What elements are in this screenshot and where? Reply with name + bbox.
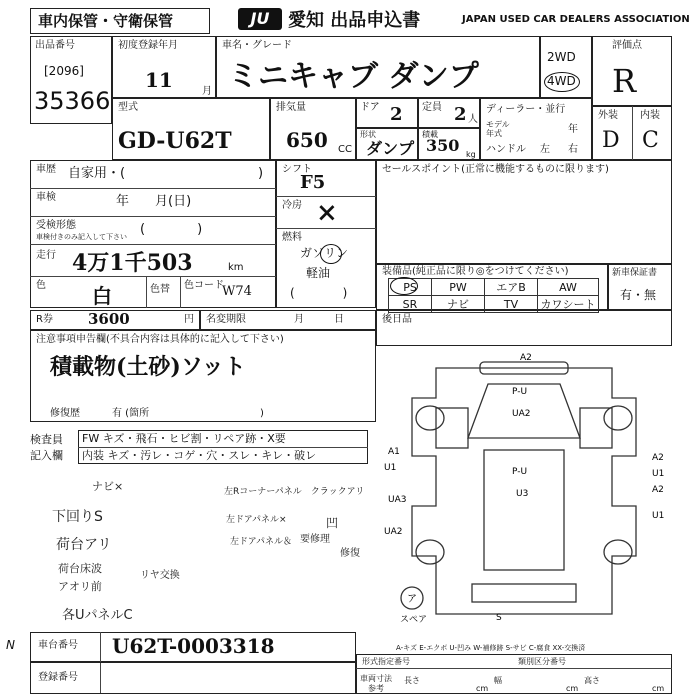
check-row-2: 内装 キズ・汚レ・コゲ・穴・スレ・キレ・破レ — [82, 449, 317, 462]
remark-corner: 左Rコーナーパネル クラックアリ — [224, 487, 365, 497]
dealer-label: ディーラー・並行 — [486, 104, 566, 115]
recv-label: 受検形態 — [36, 220, 76, 231]
notice-text: 積載物(土砂)ソット — [50, 354, 246, 380]
history-close: ) — [258, 166, 264, 181]
lot-label: 出品番号 — [35, 40, 75, 51]
equipment-airbag: エアB — [485, 279, 538, 296]
remark-panels: 各UパネルC — [62, 608, 133, 623]
spare-mark: ア — [407, 594, 417, 605]
shape-code-label: 形式指定番号 — [362, 657, 410, 666]
drive-2wd: 2WD — [547, 50, 576, 64]
color-divider-1 — [146, 276, 147, 308]
remark-door-1: 左ドアパネル× — [226, 515, 287, 525]
grade-divider — [632, 106, 633, 160]
history-label: 車歴 — [36, 164, 56, 175]
diagram-label-a2-right: A2 — [652, 453, 664, 463]
fuel-gas-circle — [320, 244, 342, 264]
remark-door-2: 左ドアパネル＆ — [230, 537, 293, 547]
lot-bracket-number: [2096] — [44, 64, 84, 78]
r-ticket-label: R券 — [36, 314, 53, 325]
color-divider-2 — [180, 276, 181, 308]
repair-label: 修復歴 — [50, 408, 80, 419]
diagram-label-a1-left: A1 — [388, 447, 400, 457]
color-code: W74 — [222, 284, 252, 299]
equipment-ps-circle — [390, 277, 418, 295]
after-items-label: 後日品 — [382, 314, 412, 325]
interior-grade: C — [642, 128, 659, 153]
handle-right: 右 — [568, 144, 578, 155]
first-reg-month-unit: 月 — [202, 86, 212, 97]
damage-legend: A-キズ E-エクボ U-凹み W-補修跡 S-サビ C-腐食 XX-交換済 — [396, 644, 586, 652]
wheel-rr — [604, 540, 632, 564]
shift-line-2 — [276, 228, 376, 229]
drive-4wd-circle — [544, 72, 580, 92]
length-unit: cm — [476, 684, 489, 693]
check-line — [78, 447, 368, 448]
left-door — [436, 408, 468, 448]
load-unit: kg — [466, 150, 476, 159]
shift-line-1 — [276, 196, 376, 197]
history-value: 自家用・( — [68, 166, 126, 181]
equipment-sr: SR — [389, 296, 432, 313]
remark-underbody: 下回りS — [52, 509, 103, 525]
wheel-rl — [416, 540, 444, 564]
after-items-box — [376, 310, 672, 346]
equipment-aw: AW — [538, 279, 599, 296]
lot-number: 35366 — [34, 87, 111, 115]
interior-label: 内装 — [640, 110, 660, 121]
diagram-label-u1-left: U1 — [384, 463, 397, 473]
first-reg-year: 11 — [145, 68, 173, 92]
corner-mark: N — [6, 638, 15, 652]
inspection-label: 車検 — [36, 192, 56, 203]
equipment-ps: PS — [389, 279, 432, 296]
right-door — [580, 408, 612, 448]
diagram-label-a2-top: A2 — [520, 353, 532, 363]
shape-value: ダンプ — [366, 139, 415, 158]
reg-label: 登録番号 — [38, 672, 78, 683]
diagram-label-ua2-top: UA2 — [512, 409, 531, 419]
load-label: 積載 — [422, 130, 438, 139]
length-label: 長さ — [404, 676, 420, 685]
height-label: 高さ — [584, 676, 600, 685]
model-year-unit: 年 — [568, 124, 578, 135]
height-unit: cm — [652, 684, 665, 693]
remark-dent: 凹 — [326, 516, 339, 530]
spare-label: スペア — [400, 615, 428, 625]
fuel-label: 燃料 — [282, 232, 302, 243]
diagram-label-pu-top: P-U — [512, 387, 528, 397]
seats-unit: 人 — [468, 114, 478, 125]
remark-repair: 要修理 — [300, 534, 330, 545]
diagram-label-ua2-left: UA2 — [384, 527, 403, 537]
diagram-label-a2-right-2: A2 — [652, 485, 664, 495]
diagram-label-u1-right: U1 — [652, 469, 665, 479]
displacement-label: 排気量 — [276, 102, 306, 113]
exterior-grade: D — [602, 128, 620, 153]
history-line-1 — [30, 188, 276, 189]
form-title: 愛知 出品申込書 — [288, 10, 421, 31]
equipment-pw: PW — [432, 279, 485, 296]
shift-value: F5 — [300, 172, 326, 193]
first-reg-label: 初度登録年月 — [118, 40, 178, 51]
shape-code-line — [356, 668, 672, 669]
remark-gate: アオリ前 — [58, 580, 102, 593]
inspector-label-1: 検査員 — [30, 433, 63, 446]
exterior-label: 外装 — [598, 110, 618, 121]
equipment-row — [389, 279, 599, 296]
equipment-navi: ナビ — [432, 296, 485, 313]
class-label: 類別区分番号 — [518, 657, 566, 666]
seats-label: 定員 — [422, 102, 442, 113]
color-change-label: 色替 — [150, 284, 170, 295]
color-code-label: 色コード — [184, 280, 224, 291]
history-line-3 — [30, 244, 276, 245]
repair-close: ) — [260, 408, 264, 419]
recv-note: 車検付きのみ記入して下さい — [36, 233, 127, 241]
size-label: 車両寸法 — [360, 674, 392, 683]
displacement-value: 650 — [286, 128, 328, 152]
remark-bed: 荷台アリ — [56, 537, 112, 553]
shape-label: 形状 — [360, 130, 376, 139]
doors-label: ドア — [360, 102, 380, 113]
width-label: 幅 — [494, 676, 502, 685]
r-ticket-yen: 円 — [184, 314, 194, 325]
ac-value: × — [316, 198, 338, 228]
diagram-label-ua3: UA3 — [388, 495, 407, 505]
fuel-gas: ガソリン — [300, 246, 349, 260]
diagram-label-pu-mid: P-U — [512, 467, 528, 477]
name-change-date: 月 日 — [294, 314, 344, 325]
sales-point-box — [376, 160, 672, 264]
car-name: ミニキャブ ダンプ — [228, 59, 479, 94]
diagram-label-u3: U3 — [516, 489, 529, 499]
check-row-1: FW キズ・飛石・ヒビ割・リペア跡・X要 — [82, 432, 286, 445]
history-line-2 — [30, 216, 276, 217]
equipment-tv: TV — [485, 296, 538, 313]
shift-label: シフト — [282, 164, 312, 175]
warranty-label: 新車保証書 — [612, 268, 658, 278]
sales-point-label: セールスポイント(正常に機能するものに限ります) — [382, 164, 609, 175]
car-diagram — [376, 346, 672, 642]
doors-value: 2 — [390, 104, 403, 125]
width-unit: cm — [566, 684, 579, 693]
wheel-fl — [416, 406, 444, 430]
model-year-label: モデル年式 — [486, 120, 510, 138]
recv-bracket: ( ) — [140, 222, 203, 237]
equipment-leather: カワシート — [538, 296, 599, 313]
mileage-value: 4万1千503 — [72, 250, 193, 276]
mileage-label: 走行 — [36, 250, 56, 261]
reg-box — [30, 662, 356, 694]
diagram-label-u1-right-2: U1 — [652, 511, 665, 521]
r-ticket-value: 3600 — [88, 310, 130, 328]
displacement-unit: CC — [338, 144, 352, 155]
fuel-diesel: 軽油 — [306, 266, 331, 280]
repair-value: 有 (箇所 — [112, 408, 150, 419]
car-name-label: 車名・グレード — [222, 40, 292, 51]
size-ref-label: 参考 — [368, 684, 384, 693]
remark-bed-floor: 荷台床波 — [58, 562, 102, 575]
inspector-label-2: 記入欄 — [30, 449, 63, 462]
color-value: 白 — [92, 284, 112, 308]
score-value: R — [612, 62, 637, 100]
ju-logo — [238, 8, 282, 30]
inspection-value: 年 月(日) — [116, 194, 192, 209]
handle-label: ハンドル — [486, 144, 526, 155]
rear-gate — [472, 584, 576, 602]
model-code: GD-U62T — [118, 128, 232, 154]
drive-4wd: 4WD — [547, 74, 576, 88]
score-label: 評価点 — [612, 40, 642, 51]
color-label: 色 — [36, 280, 46, 291]
storage-label: 車内保管・守衛保管 — [38, 12, 174, 30]
ju-logo-text: JU — [250, 9, 270, 28]
fuel-other: ( ) — [290, 286, 348, 300]
association-name: JAPAN USED CAR DEALERS ASSOCIATION — [462, 14, 690, 25]
remark-navi: ナビ× — [92, 480, 124, 493]
chassis-label: 車台番号 — [38, 640, 78, 651]
remark-rear: リヤ交換 — [140, 570, 180, 581]
mileage-unit: km — [228, 262, 244, 273]
diagram-label-s: S — [496, 613, 502, 623]
remark-fix: 修復 — [340, 548, 360, 559]
handle-left: 左 — [540, 144, 550, 155]
equipment-table — [388, 278, 599, 313]
warranty-value: 有・無 — [620, 288, 657, 302]
model-label: 型式 — [118, 102, 138, 113]
load-value: 350 — [426, 136, 460, 155]
notice-label: 注意事項申告欄(不具合内容は具体的に記入して下さい) — [36, 334, 284, 345]
wheel-fr — [604, 406, 632, 430]
equipment-title: 装備品(純正品に限り◎をつけてください) — [382, 266, 569, 277]
seats-value: 2 — [454, 104, 467, 125]
ac-label: 冷房 — [282, 200, 302, 211]
name-change-label: 名変期限 — [206, 314, 246, 325]
chassis-number: U62T-0003318 — [112, 634, 275, 658]
